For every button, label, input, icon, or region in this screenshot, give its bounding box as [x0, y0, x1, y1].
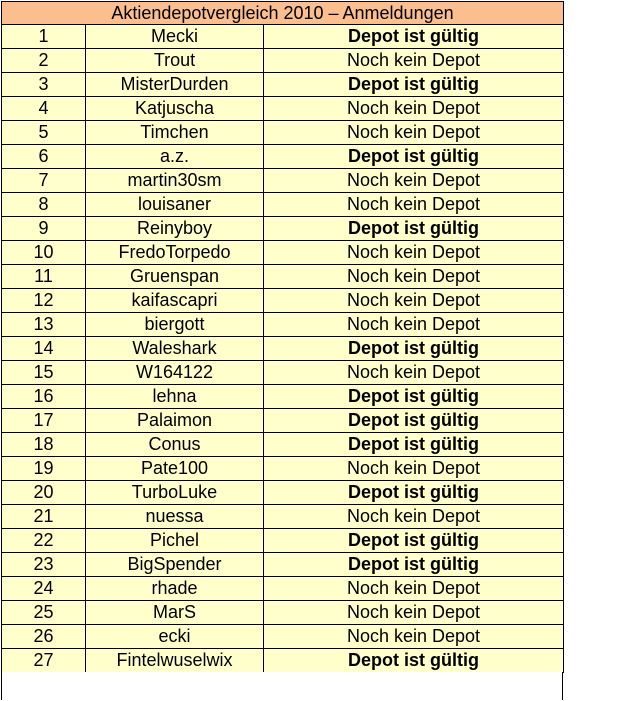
row-number: 1 [2, 25, 86, 49]
participant-name: Trout [86, 49, 264, 73]
participant-name: Reinyboy [86, 217, 264, 241]
table-row [2, 577, 564, 601]
row-number: 2 [2, 49, 86, 73]
row-number: 6 [2, 145, 86, 169]
participant-name: rhade [86, 577, 264, 601]
participant-name: nuessa [86, 505, 264, 529]
table-row [2, 505, 564, 529]
table-row [2, 361, 564, 385]
participant-name: BigSpender [86, 553, 264, 577]
table-row [2, 601, 564, 625]
table-row [2, 241, 564, 265]
depot-status: Noch kein Depot [264, 625, 564, 649]
row-number: 4 [2, 97, 86, 121]
depot-status: Depot ist gültig [264, 217, 564, 241]
participant-name: kaifascapri [86, 289, 264, 313]
participant-name: lehna [86, 385, 264, 409]
participant-name: MarS [86, 601, 264, 625]
table-row [2, 313, 564, 337]
table-row [2, 121, 564, 145]
table-title: Aktiendepotvergleich 2010 – Anmeldungen [2, 2, 564, 25]
depot-status: Noch kein Depot [264, 169, 564, 193]
row-number: 19 [2, 457, 86, 481]
row-number: 14 [2, 337, 86, 361]
depot-status: Noch kein Depot [264, 265, 564, 289]
table-row [2, 337, 564, 361]
participant-name: louisaner [86, 193, 264, 217]
depot-status: Noch kein Depot [264, 289, 564, 313]
row-number: 16 [2, 385, 86, 409]
table-row [2, 169, 564, 193]
depot-status: Noch kein Depot [264, 193, 564, 217]
participant-name: Pichel [86, 529, 264, 553]
depot-status: Noch kein Depot [264, 361, 564, 385]
depot-status: Noch kein Depot [264, 49, 564, 73]
depot-status: Noch kein Depot [264, 121, 564, 145]
table-row [2, 553, 564, 577]
row-number: 8 [2, 193, 86, 217]
row-number: 9 [2, 217, 86, 241]
table-row [2, 649, 564, 673]
participant-name: Katjuscha [86, 97, 264, 121]
participant-name: Waleshark [86, 337, 264, 361]
table-bottom-area [1, 672, 563, 700]
row-number: 24 [2, 577, 86, 601]
participant-name: Conus [86, 433, 264, 457]
table-row [2, 193, 564, 217]
depot-status: Noch kein Depot [264, 577, 564, 601]
depot-status: Depot ist gültig [264, 409, 564, 433]
row-number: 26 [2, 625, 86, 649]
depot-status: Depot ist gültig [264, 433, 564, 457]
table-row [2, 289, 564, 313]
row-number: 10 [2, 241, 86, 265]
table-row [2, 49, 564, 73]
row-number: 21 [2, 505, 86, 529]
row-number: 15 [2, 361, 86, 385]
depot-status: Noch kein Depot [264, 505, 564, 529]
depot-status: Depot ist gültig [264, 145, 564, 169]
depot-status: Depot ist gültig [264, 553, 564, 577]
participant-name: Timchen [86, 121, 264, 145]
registration-table [1, 1, 564, 673]
registration-table-body [2, 2, 564, 673]
participant-name: FredoTorpedo [86, 241, 264, 265]
table-row [2, 529, 564, 553]
row-number: 25 [2, 601, 86, 625]
table-row [2, 385, 564, 409]
participant-name: Gruenspan [86, 265, 264, 289]
row-number: 20 [2, 481, 86, 505]
depot-status: Depot ist gültig [264, 73, 564, 97]
participant-name: Palaimon [86, 409, 264, 433]
depot-status: Noch kein Depot [264, 241, 564, 265]
row-number: 17 [2, 409, 86, 433]
row-number: 13 [2, 313, 86, 337]
row-number: 23 [2, 553, 86, 577]
row-number: 3 [2, 73, 86, 97]
participant-name: martin30sm [86, 169, 264, 193]
row-number: 11 [2, 265, 86, 289]
table-row [2, 433, 564, 457]
participant-name: Pate100 [86, 457, 264, 481]
depot-status: Depot ist gültig [264, 529, 564, 553]
depot-status: Depot ist gültig [264, 337, 564, 361]
row-number: 18 [2, 433, 86, 457]
depot-status: Noch kein Depot [264, 97, 564, 121]
table-row [2, 73, 564, 97]
row-number: 27 [2, 649, 86, 673]
row-number: 7 [2, 169, 86, 193]
depot-status: Depot ist gültig [264, 385, 564, 409]
table-row [2, 625, 564, 649]
table-row [2, 457, 564, 481]
participant-name: a.z. [86, 145, 264, 169]
depot-status: Depot ist gültig [264, 649, 564, 673]
row-number: 12 [2, 289, 86, 313]
depot-status: Noch kein Depot [264, 601, 564, 625]
row-number: 5 [2, 121, 86, 145]
participant-name: MisterDurden [86, 73, 264, 97]
table-row [2, 217, 564, 241]
table-row [2, 481, 564, 505]
row-number: 22 [2, 529, 86, 553]
depot-status: Noch kein Depot [264, 457, 564, 481]
participant-name: biergott [86, 313, 264, 337]
table-row [2, 25, 564, 49]
participant-name: W164122 [86, 361, 264, 385]
participant-name: TurboLuke [86, 481, 264, 505]
depot-status: Depot ist gültig [264, 25, 564, 49]
participant-name: ecki [86, 625, 264, 649]
participant-name: Mecki [86, 25, 264, 49]
table-row [2, 409, 564, 433]
depot-status: Depot ist gültig [264, 481, 564, 505]
table-title-row [2, 2, 564, 25]
table-row [2, 97, 564, 121]
table-row [2, 145, 564, 169]
participant-name: Fintelwuselwix [86, 649, 264, 673]
table-row [2, 265, 564, 289]
depot-status: Noch kein Depot [264, 313, 564, 337]
